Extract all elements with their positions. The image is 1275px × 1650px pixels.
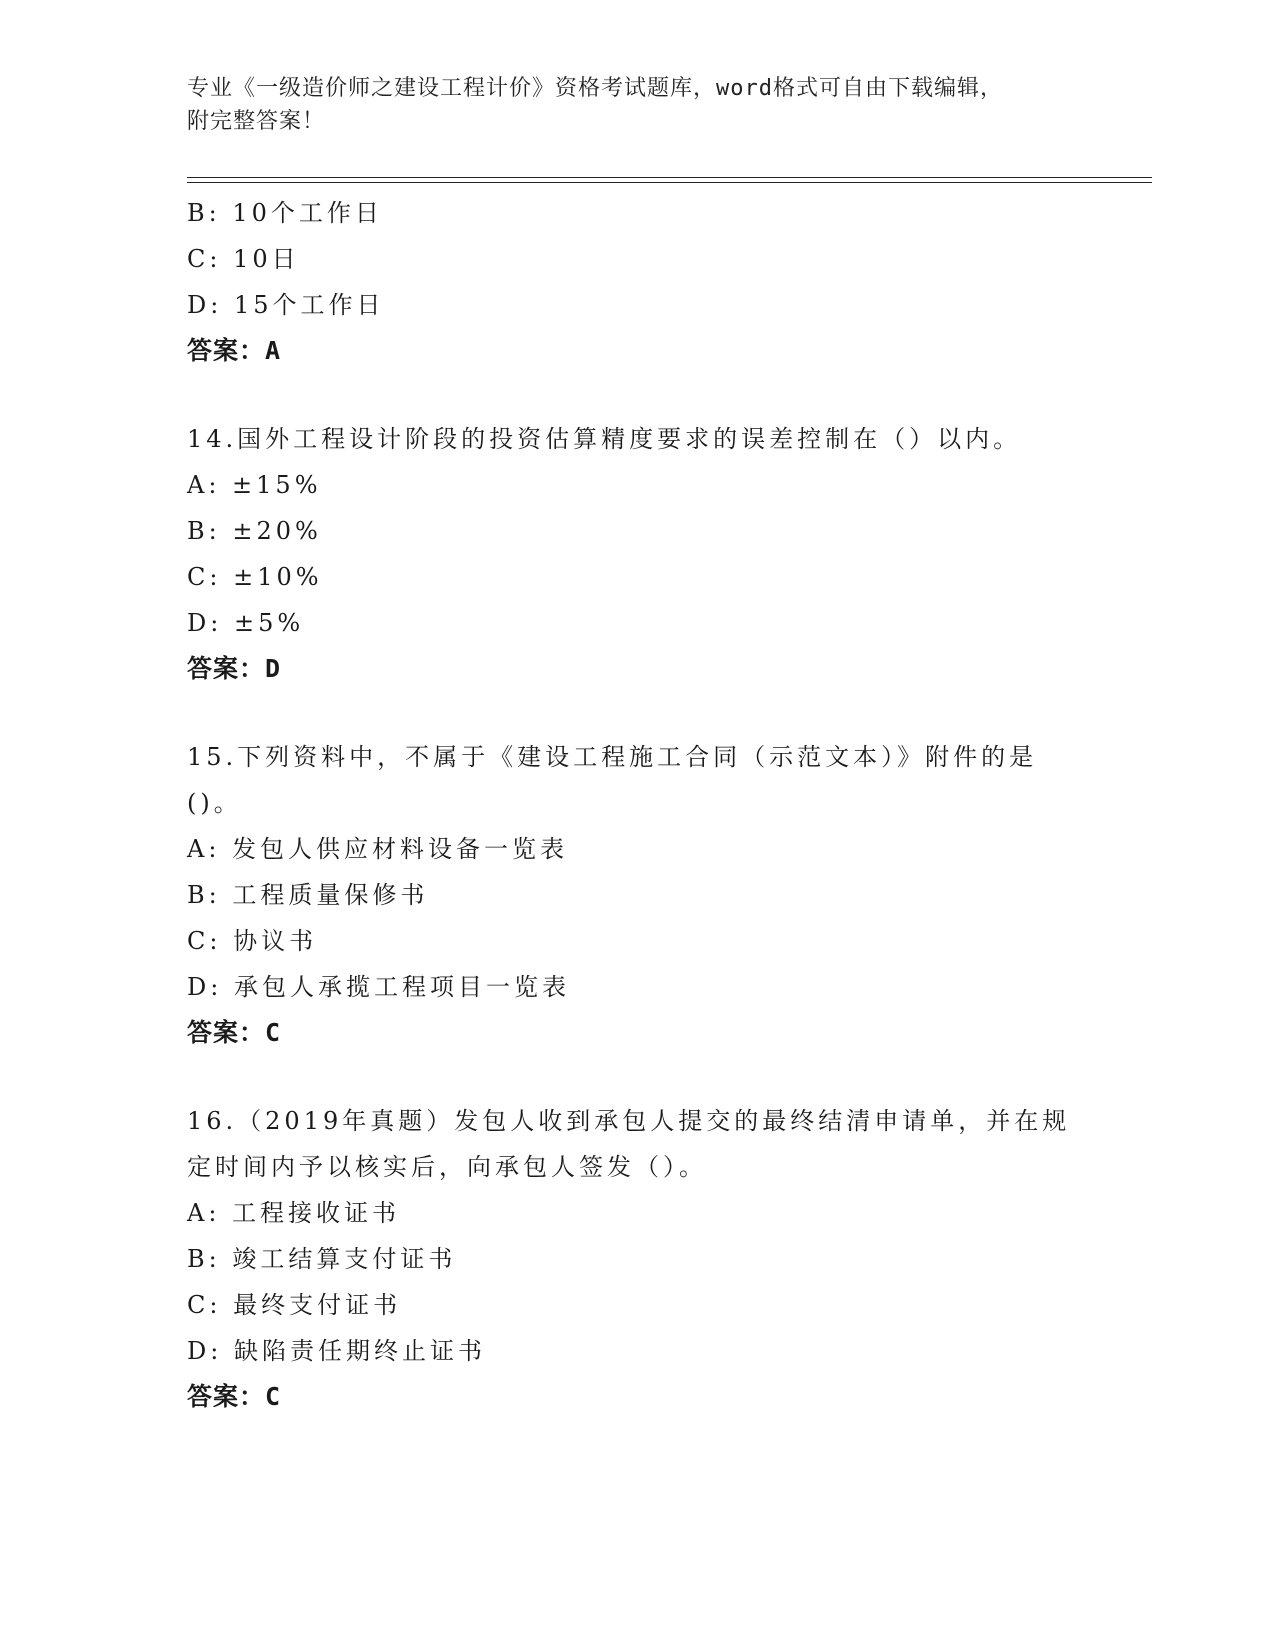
header-line-2: 附完整答案！ — [187, 109, 326, 134]
question-stem-line-2: 定时间内予以核实后，向承包人签发（）。 — [187, 1153, 707, 1181]
answer-line: 答案：C — [187, 1018, 282, 1047]
option-c: C: 协议书 — [187, 927, 318, 955]
option-c: C: 最终支付证书 — [187, 1291, 402, 1319]
option-b: B: 10个工作日 — [187, 199, 383, 227]
question-16 — [187, 1098, 1087, 1420]
option-d: D: 承包人承揽工程项目一览表 — [187, 973, 570, 1001]
option-c: C: 10日 — [187, 245, 300, 273]
question-list — [187, 190, 1087, 1420]
question-14 — [187, 416, 1087, 692]
option-d: D: 缺陷责任期终止证书 — [187, 1337, 486, 1365]
question-15 — [187, 734, 1087, 1056]
option-b: B: 竣工结算支付证书 — [187, 1245, 457, 1273]
option-a: A: ±15% — [187, 471, 322, 499]
header-divider-top — [187, 177, 1152, 178]
header-divider-bottom — [187, 182, 1152, 183]
answer-line: 答案：D — [187, 654, 282, 683]
option-a: A: 发包人供应材料设备一览表 — [187, 835, 569, 863]
question-stem-line-2: ()。 — [187, 789, 242, 817]
option-b: B: 工程质量保修书 — [187, 881, 429, 909]
option-a: A: 工程接收证书 — [187, 1199, 401, 1227]
answer-line: 答案：C — [187, 1382, 282, 1411]
option-d: D: 15个工作日 — [187, 291, 385, 319]
option-b: B: ±20% — [187, 517, 322, 545]
question-13-tail — [187, 190, 1087, 374]
answer-line: 答案：A — [187, 336, 282, 365]
question-stem-line-1: 16.（2019年真题）发包人收到承包人提交的最终结清申请单，并在规 — [187, 1107, 1071, 1135]
question-stem: 14.国外工程设计阶段的投资估算精度要求的误差控制在（）以内。 — [187, 425, 1022, 453]
option-c: C: ±10% — [187, 563, 323, 591]
document-header — [187, 72, 1087, 138]
question-stem-line-1: 15.下列资料中，不属于《建设工程施工合同（示范文本）》附件的是 — [187, 743, 1038, 771]
header-line-1: 专业《一级造价师之建设工程计价》资格考试题库，word格式可自由下载编辑， — [187, 76, 1003, 101]
option-d: D: ±5% — [187, 609, 305, 637]
